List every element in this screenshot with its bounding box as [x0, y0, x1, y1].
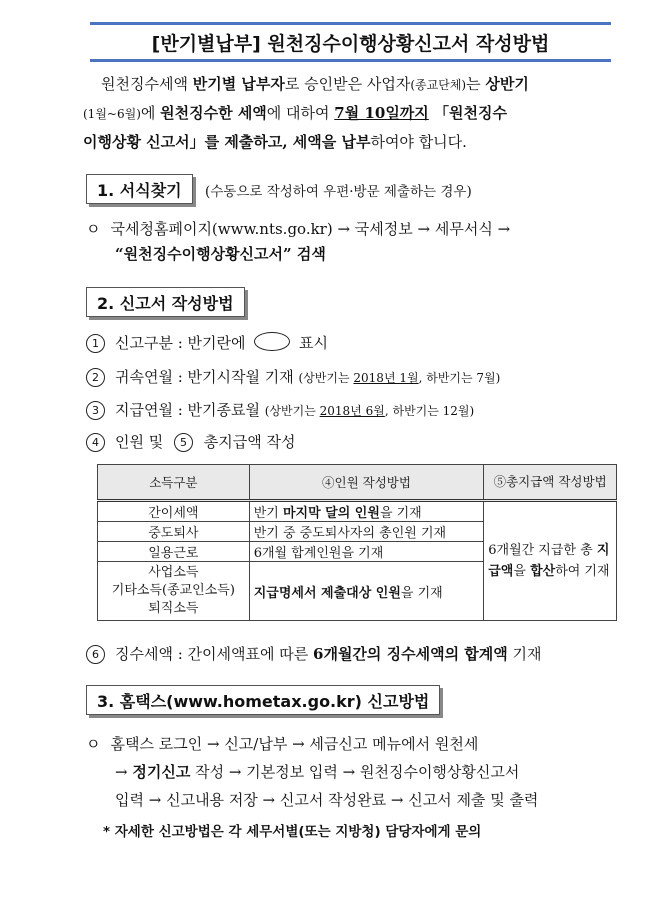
- item-text: 신고구분 : 반기란에: [115, 334, 251, 352]
- total-amount-method: 6개월간 지급한 총 지급액을 합산하여 기재: [484, 501, 617, 621]
- income-type: 중도퇴사: [98, 522, 250, 542]
- income-type: 사업소득 기타소득(종교인소득) 퇴직소득: [98, 562, 250, 621]
- item-small-underlined: 2018년 1월: [353, 371, 419, 385]
- item-small: (상반기는: [264, 404, 320, 418]
- section-3-text: 홈택스 로그인 → 신고/납부 → 세금신고 메뉴에서 원천세: [110, 735, 479, 753]
- section-1-line-2: [115, 243, 326, 264]
- bullet: ㅇ: [86, 735, 101, 753]
- intro-small: (종교단체): [410, 78, 467, 92]
- intro-bold: 원천징수한 세액: [160, 104, 267, 122]
- circled-number: 2: [86, 368, 105, 387]
- intro-bold: 상반기: [485, 75, 529, 93]
- intro-paragraph: [83, 70, 623, 156]
- table-row: [98, 501, 617, 522]
- intro-text: 원천징수세액: [101, 75, 193, 93]
- headcount-method: 지급명세서 제출대상 인원을 기재: [249, 562, 484, 621]
- item-3: [86, 399, 474, 420]
- table-header: ④인원 작성방법: [249, 465, 484, 501]
- headcount-method: 6개월 합계인원을 기재: [249, 542, 484, 562]
- table-header: ⑤총지급액 작성방법: [484, 465, 617, 501]
- table-header: 소득구분: [98, 465, 250, 501]
- headcount-method: 반기 중 중도퇴사자의 총인원 기재: [249, 522, 484, 542]
- item-1: [86, 332, 328, 353]
- item-text: 지급연월 : 반기종료월: [115, 401, 265, 419]
- section-3-line-3: [115, 789, 538, 810]
- income-type: 간이세액: [98, 501, 250, 522]
- item-4: [86, 431, 296, 452]
- section-3-text: 작성 → 기본정보 입력 → 원천징수이행상황신고서: [190, 763, 520, 781]
- section-1-note: (수동으로 작성하여 우편·방문 제출하는 경우): [205, 184, 472, 200]
- intro-small: (1월~6월): [83, 107, 141, 121]
- section-3-bold: 정기신고: [132, 763, 191, 781]
- writing-method-table: [97, 464, 617, 621]
- circled-number: 6: [86, 645, 105, 664]
- item-6: [86, 643, 542, 664]
- income-type: 일용근로: [98, 542, 250, 562]
- section-3-heading: 3. 홈택스(www.hometax.go.kr) 신고방법: [86, 685, 440, 715]
- circled-number: 1: [86, 334, 105, 353]
- intro-bold: 반기별 납부자: [192, 75, 285, 93]
- item-text: 총지급액 작성: [199, 433, 296, 451]
- section-3-text: →: [115, 763, 133, 781]
- item-text: 표시: [294, 334, 329, 352]
- section-1-text: 국세청홈페이지(www.nts.go.kr) → 국세정보 → 세무서식 →: [110, 220, 511, 238]
- item-small: (상반기는: [298, 371, 354, 385]
- intro-bold: 이행상황 신고서」를 제출하고, 세액을 납부: [83, 133, 371, 151]
- intro-deadline: 7월 10일까지: [334, 104, 429, 122]
- section-1-heading: 1. 서식찾기: [86, 174, 193, 204]
- circled-number: 3: [86, 401, 105, 420]
- intro-bold: 「원천징수: [428, 104, 507, 122]
- item-text: 귀속연월 : 반기시작월 기재: [115, 368, 299, 386]
- section-1-search-term: “원천징수이행상황신고서” 검색: [115, 245, 326, 263]
- item-text: 징수세액 : 간이세액표에 따른: [115, 645, 314, 663]
- footer-note: * 자세한 신고방법은 각 세무서별(또는 지방청) 담당자에게 문의: [103, 824, 482, 840]
- item-bold: 6개월간의 징수세액의 합계액: [313, 645, 508, 663]
- item-text: 인원 및: [115, 433, 169, 451]
- section-2-heading: 2. 신고서 작성방법: [86, 287, 245, 317]
- intro-text: 는: [466, 75, 486, 93]
- item-text: 기재: [507, 645, 542, 663]
- circled-number: 4: [86, 433, 105, 452]
- ellipse-mark: [254, 332, 290, 351]
- circled-number: 5: [174, 433, 193, 452]
- intro-text: 하여야 합니다.: [370, 133, 467, 151]
- item-small: , 하반기는 12월): [384, 404, 475, 418]
- section-3-line-1: [86, 733, 478, 754]
- section-1-line-1: [86, 218, 510, 239]
- intro-text: 에: [140, 104, 161, 122]
- page-title: [반기별납부] 원천징수이행상황신고서 작성방법: [90, 22, 611, 62]
- bullet: ㅇ: [86, 220, 101, 238]
- item-small-underlined: 2018년 6월: [319, 404, 385, 418]
- section-3-line-2: [115, 761, 519, 782]
- section-3-text: 입력 → 신고내용 저장 → 신고서 작성완료 → 신고서 제출 및 출력: [115, 791, 539, 809]
- intro-text: 로 승인받은 사업자: [284, 75, 411, 93]
- headcount-method: 반기 마지막 달의 인원을 기재: [249, 501, 484, 522]
- item-2: [86, 366, 500, 387]
- intro-text: 에 대하여: [266, 104, 335, 122]
- item-small: , 하반기는 7월): [418, 371, 501, 385]
